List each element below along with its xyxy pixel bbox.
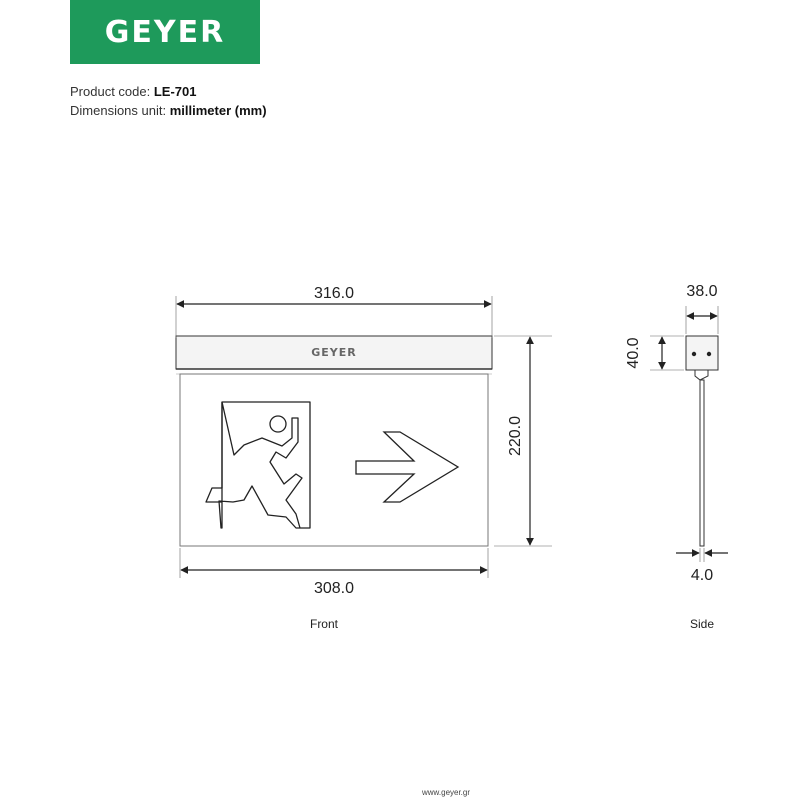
dim-thickness: 4.0 — [690, 567, 714, 584]
right-arrow-icon — [356, 432, 458, 502]
side-view-label: Side — [689, 617, 715, 631]
brand-logo-text: GEYER — [104, 14, 226, 50]
side-panel — [700, 380, 704, 546]
units-label: Dimensions unit: — [70, 103, 170, 118]
side-housing — [686, 336, 718, 370]
product-code-value: LE-701 — [153, 84, 197, 99]
units-value: millimeter (mm) — [169, 103, 267, 118]
front-panel — [180, 374, 488, 546]
front-view-label: Front — [309, 617, 339, 631]
dim-housing-height: 40.0 — [625, 337, 642, 369]
housing-logo-text: GEYER — [311, 346, 357, 359]
dim-top-width: 316.0 — [313, 285, 355, 302]
dim-height: 220.0 — [507, 415, 524, 457]
product-code-label: Product code: — [70, 84, 154, 99]
dim-bottom-width: 308.0 — [313, 580, 355, 597]
front-view — [176, 336, 492, 546]
footer-url[interactable]: www.geyer.gr — [422, 788, 471, 797]
running-man-icon — [206, 402, 310, 528]
dim-depth: 38.0 — [686, 283, 718, 300]
side-view — [686, 336, 718, 546]
